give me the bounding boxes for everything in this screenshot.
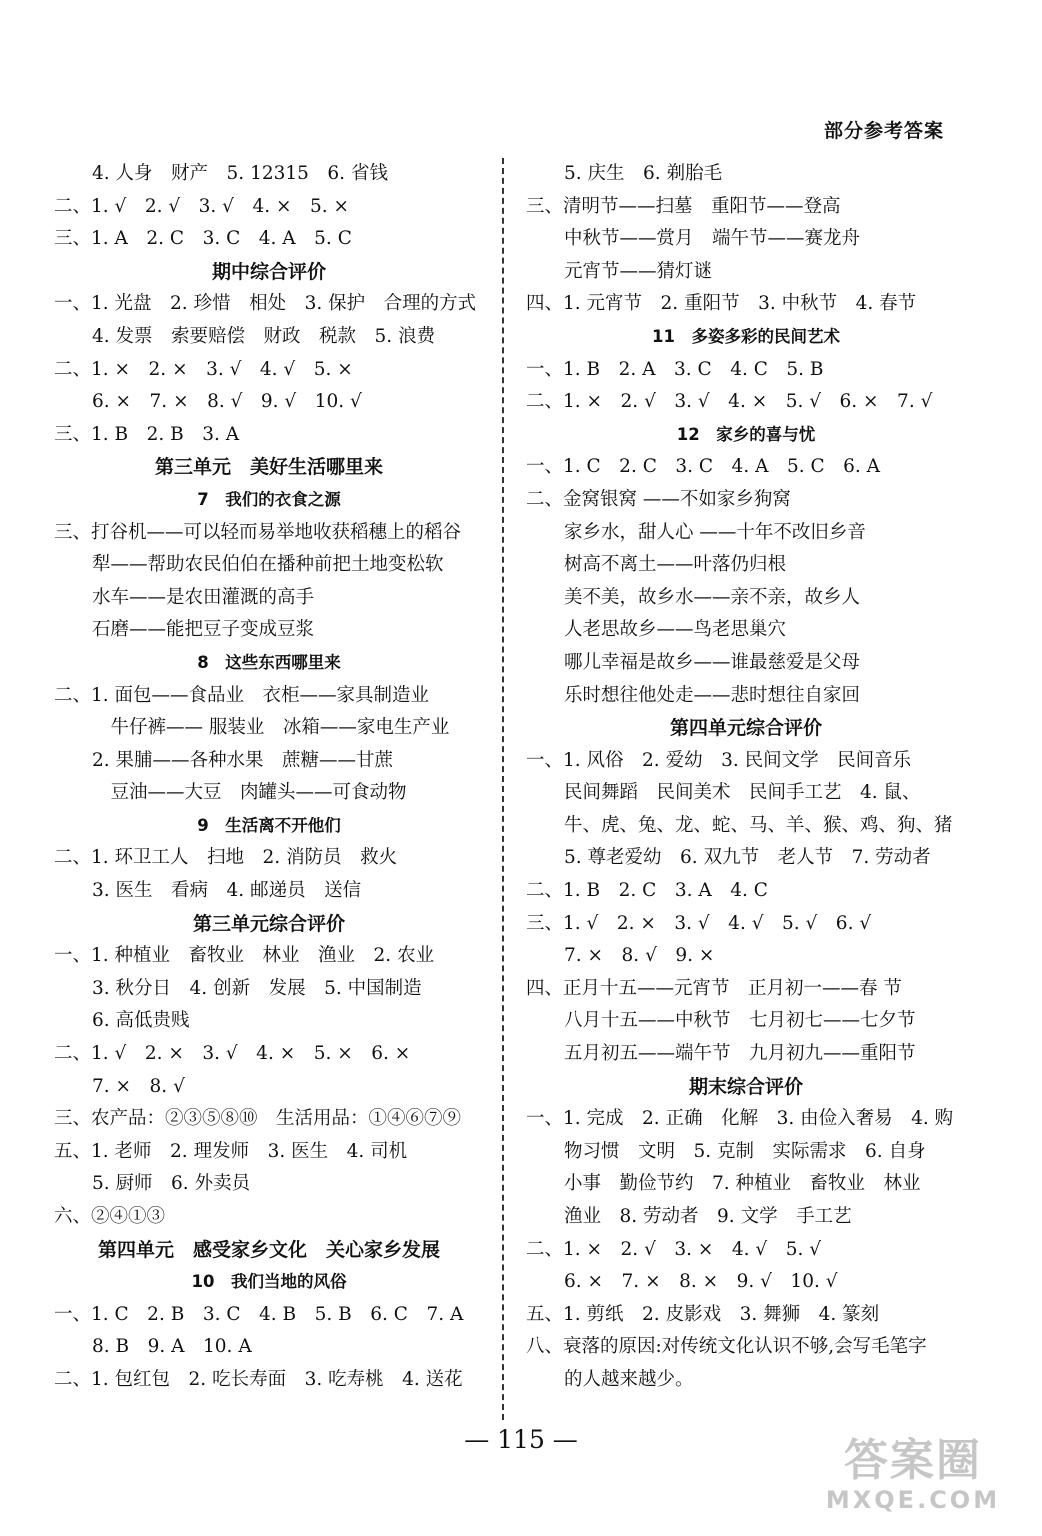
answer-line: 二、1. × 2. √ 3. √ 4. × 5. √ 6. × 7. √ [526,391,933,413]
answer-line: 二、1. 环卫工人 扫地 2. 消防员 救火 [54,847,398,869]
answer-line: 三、农产品：②③⑤⑧⑩ 生活用品：①④⑥⑦⑨ [54,1108,462,1130]
answer-line: 五、1. 剪纸 2. 皮影戏 3. 舞狮 4. 篆刻 [526,1303,880,1325]
section-heading: 期中综合评价 [211,260,326,283]
answer-line: 四、正月十五——元宵节 正月初一——春 节 [526,977,902,999]
answer-line: 6. 高低贵贱 [92,1010,190,1032]
answer-line: 一、1. C 2. C 3. C 4. A 5. C 6. A [526,456,881,478]
answer-line: 6. × 7. × 8. √ 9. √ 10. √ [92,391,362,413]
answer-line: 二、1. × 2. × 3. √ 4. √ 5. × [54,358,353,380]
answer-line: 树高不离土——叶落仍归根 [564,554,787,576]
answer-line: 3. 医生 看病 4. 邮递员 送信 [92,880,362,902]
answer-line: 二、1. √ 2. × 3. √ 4. × 5. × 6. × [54,1043,411,1065]
answer-line: 水车——是农田灌溉的高手 [92,586,315,608]
answer-line: 八、衰落的原因:对传统文化认识不够,会写毛笔字 [526,1336,927,1358]
answer-line: 五、1. 老师 2. 理发师 3. 医生 4. 司机 [54,1140,408,1162]
answer-line: 渔业 8. 劳动者 9. 文学 手工艺 [564,1206,852,1227]
answer-line: 二、1. B 2. C 3. A 4. C [526,880,768,902]
section-heading: 12 家乡的喜与忧 [676,424,816,444]
answer-line: 一、1. 完成 2. 正确 化解 3. 由俭入奢易 4. 购 [526,1108,954,1130]
answer-line: 家乡水，甜人心 ——十年不改旧乡音 [564,521,866,543]
answer-line: 人老思故乡——鸟老思巢穴 [564,619,787,641]
answer-line: 二、1. 包红包 2. 吃长寿面 3. 吃寿桃 4. 送花 [54,1368,463,1390]
answer-line: 三、1. √ 2. × 3. √ 4. √ 5. √ 6. √ [526,912,872,934]
answer-line: 元宵节——猜灯谜 [564,260,713,282]
answer-line: 牛、虎、兔、龙、蛇、马、羊、猴、鸡、狗、猪 [564,814,953,836]
answer-line: 3. 秋分日 4. 创新 发展 5. 中国制造 [92,977,422,999]
answer-line: 三、打谷机——可以轻而易举地收获稻穗上的稻谷 [54,521,462,543]
answer-line: 民间舞蹈 民间美术 民间手工艺 4. 鼠、 [564,782,921,804]
answer-line: 一、1. C 2. B 3. C 4. B 5. B 6. C 7. A [54,1303,464,1325]
section-heading: 第三单元综合评价 [192,912,345,935]
answer-line: 一、1. 种植业 畜牧业 林业 渔业 2. 农业 [54,945,435,967]
answer-line: 哪儿幸福是故乡——谁最慈爱是父母 [564,651,861,673]
answer-line: 物习惯 文明 5. 克制 实际需求 6. 自身 [564,1140,926,1162]
answer-line: 的人越来越少。 [564,1368,694,1390]
column-divider [502,158,504,1420]
answer-line: 5. 尊老爱幼 6. 双九节 老人节 7. 劳动者 [564,847,931,869]
answer-line: 二、1. × 2. √ 3. × 4. √ 5. √ [526,1238,822,1260]
answer-line: 小事 勤俭节约 7. 种植业 畜牧业 林业 [564,1173,921,1195]
answer-line: 一、1. 风俗 2. 爱幼 3. 民间文学 民间音乐 [526,749,912,771]
section-heading: 第四单元 感受家乡文化 关心家乡发展 [97,1238,440,1261]
answer-line: 六、②④①③ [54,1206,166,1227]
answer-line: 5. 厨师 6. 外卖员 [92,1173,251,1195]
answer-line: 二、1. 面包——食品业 衣柜——家具制造业 [54,684,430,706]
answer-line: 一、1. 光盘 2. 珍惜 相处 3. 保护 合理的方式 [54,293,477,315]
answer-line: 8. B 9. A 10. A [92,1336,252,1358]
answer-line: 美不美，故乡水——亲不亲，故乡人 [564,586,861,608]
answer-line: 牛仔裤—— 服装业 冰箱——家电生产业 [92,717,450,739]
answer-line: 4. 人身 财产 5. 12315 6. 省钱 [92,163,388,184]
section-heading: 9 生活离不开他们 [197,815,341,835]
watermark-logo [818,1436,1008,1520]
left-column [54,158,484,1397]
answer-line: 乐时想往他处走——悲时想往自家回 [564,684,861,706]
answer-line: 犁——帮助农民伯伯在播种前把土地变松软 [92,554,444,576]
answer-line: 一、1. B 2. A 3. C 4. C 5. B [526,358,824,380]
answer-line: 三、1. A 2. C 3. C 4. A 5. C [54,228,352,250]
page-number: — 115 — [464,1425,578,1454]
answer-line: 5. 庆生 6. 剃胎毛 [564,163,723,184]
answer-line: 豆油——大豆 肉罐头——可食动物 [92,782,407,804]
answer-line: 四、1. 元宵节 2. 重阳节 3. 中秋节 4. 春节 [526,293,917,315]
answer-line: 二、1. √ 2. √ 3. √ 4. × 5. × [54,195,350,217]
answer-line: 4. 发票 索要赔偿 财政 税款 5. 浪费 [92,325,436,347]
answer-line: 三、清明节——扫墓 重阳节——登高 [526,195,841,217]
section-heading: 8 这些东西哪里来 [197,652,341,672]
answer-line: 6. × 7. × 8. × 9. √ 10. √ [564,1271,838,1293]
watermark-chars: 答案圈 [844,1435,982,1486]
section-heading: 第四单元综合评价 [669,717,822,740]
answer-line: 2. 果脯——各种水果 蔗糖——甘蔗 [92,749,394,771]
answer-line: 八月十五——中秋节 七月初七——七夕节 [564,1010,916,1032]
answer-line: 石磨——能把豆子变成豆浆 [92,619,315,641]
answer-line: 7. × 8. √ 9. × [564,945,715,967]
answer-line: 7. × 8. √ [92,1075,185,1097]
answer-line: 二、金窝银窝 ——不如家乡狗窝 [526,488,791,510]
answer-line: 三、1. B 2. B 3. A [54,423,240,445]
section-heading: 期末综合评价 [688,1075,803,1098]
section-heading: 10 我们当地的风俗 [191,1272,347,1292]
answer-line: 五月初五——端午节 九月初九——重阳节 [564,1043,916,1065]
section-heading: 11 多姿多彩的民间艺术 [652,326,840,346]
page-header: 部分参考答案 [823,120,944,142]
section-heading: 7 我们的衣食之源 [197,489,341,509]
watermark-url: MXQE.COM [825,1486,1001,1514]
section-heading: 第三单元 美好生活哪里来 [154,456,383,479]
answer-line: 中秋节——赏月 端午节——赛龙舟 [564,228,861,250]
right-column [526,158,966,1397]
